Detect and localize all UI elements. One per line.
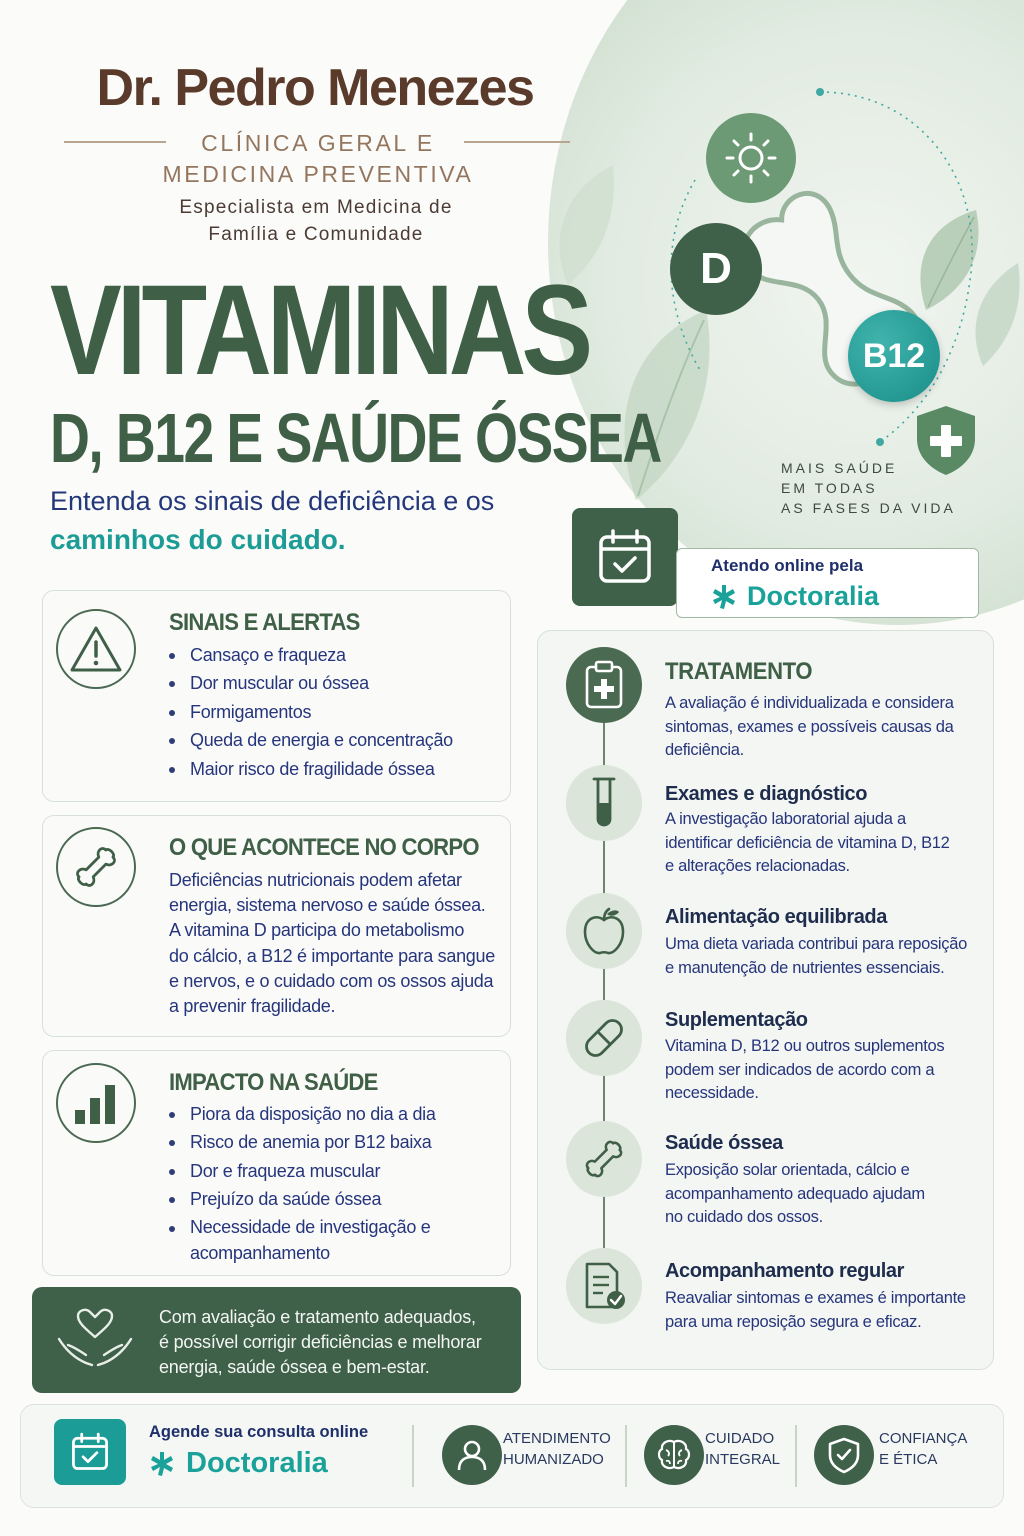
- impact-card: [42, 1050, 511, 1276]
- body-card: [42, 815, 511, 1037]
- list-item: Formigamentos: [169, 698, 453, 726]
- list-item: Dor e fraqueza muscular: [169, 1157, 436, 1185]
- calendar-check-icon: [70, 1432, 110, 1472]
- shield-check-icon: [827, 1436, 861, 1474]
- schedule-label: Agende sua consulta online: [149, 1423, 369, 1441]
- divider: [412, 1425, 414, 1487]
- apple-icon: [582, 906, 626, 956]
- person-icon: [455, 1438, 489, 1472]
- heart-hands-icon: [56, 1307, 134, 1373]
- bar-chart-icon: [71, 1080, 121, 1126]
- tagline-highlight: caminhos do cuidado.: [50, 524, 346, 555]
- chart-badge: [56, 1063, 136, 1143]
- treatment-step-text: Exposição solar orientada, cálcio e acompanhamento adequado ajudam no cuidado dos ossos.: [665, 1161, 925, 1226]
- list-item: Necessidade de investigação e: [169, 1214, 436, 1240]
- tagline: Entenda os sinais de deficiência e os: [50, 486, 495, 516]
- bone-badge: [56, 827, 136, 907]
- list-item: Maior risco de fragilidade óssea: [169, 755, 453, 783]
- document-check-icon: [581, 1261, 627, 1311]
- divider: [625, 1425, 627, 1487]
- treatment-step-title: Alimentação equilibrada: [665, 906, 887, 928]
- brain-icon: [656, 1438, 692, 1472]
- clipboard-medical-icon: [581, 660, 627, 710]
- treatment-step-icon: [566, 1000, 642, 1076]
- calendar-badge[interactable]: [572, 508, 678, 606]
- treatment-step-title: Saúde óssea: [665, 1132, 783, 1154]
- treatment-step-title: TRATAMENTO: [665, 658, 813, 685]
- warning-badge: [56, 609, 136, 689]
- doctoralia-brand: Doctoralia: [186, 1447, 328, 1479]
- doctoralia-star-icon: [147, 1449, 177, 1479]
- online-booking-badge[interactable]: [676, 548, 979, 618]
- page-title: VITAMINAS: [50, 259, 589, 402]
- list-item: Cansaço e fraqueza: [169, 641, 453, 669]
- vitamin-d-badge: D: [670, 223, 762, 315]
- treatment-step-icon: [566, 893, 642, 969]
- divider: [795, 1425, 797, 1487]
- treatment-step-icon: [566, 765, 642, 841]
- subspecialty: Especialista em Medicina de Família e Comunidade: [179, 197, 453, 245]
- treatment-step-text: A avaliação é individualizada e considera sintomas, exames e possíveis causas da deficiência.: [665, 694, 954, 759]
- card-title: IMPACTO NA SAÚDE: [169, 1069, 378, 1096]
- badge-label: CUIDADO INTEGRAL: [705, 1430, 781, 1468]
- impact-list: [169, 1100, 436, 1266]
- online-label: Atendo online pela: [711, 556, 864, 575]
- footer-bar: [20, 1404, 1004, 1508]
- card-title: SINAIS E ALERTAS: [169, 609, 360, 636]
- treatment-step-title: Acompanhamento regular: [665, 1260, 905, 1282]
- page-subtitle: D, B12 E SAÚDE ÓSSEA: [50, 399, 661, 477]
- bone-icon: [579, 1134, 629, 1184]
- treatment-step-icon: [566, 1248, 642, 1324]
- list-item: Prejuízo da saúde óssea: [169, 1185, 436, 1213]
- doctoralia-brand: Doctoralia: [747, 581, 880, 611]
- card-title: O QUE ACONTECE NO CORPO: [169, 834, 479, 861]
- specialty: CLÍNICA GERAL E MEDICINA PREVENTIVA: [162, 130, 474, 187]
- sun-badge: [706, 113, 796, 203]
- badge-label: ATENDIMENTO HUMANIZADO: [503, 1430, 611, 1468]
- banner-text: Com avaliação e tratamento adequados, é possível corrigir deficiências e melhorar energia, saúde óssea e bem-estar.: [159, 1307, 482, 1377]
- treatment-step-text: Vitamina D, B12 ou outros suplementos podem ser indicados de acordo com a necessidade.: [665, 1037, 945, 1102]
- list-item: Piora da disposição no dia a dia: [169, 1100, 436, 1128]
- bone-icon: [69, 840, 123, 894]
- vitamin-b12-badge: B12: [848, 310, 940, 402]
- treatment-step-text: A investigação laboratorial ajuda a identificar deficiência de vitamina D, B12 e alterações relacionadas.: [665, 810, 950, 875]
- test-tube-icon: [589, 775, 619, 831]
- doctoralia-star-icon: [709, 582, 739, 612]
- list-item: Queda de energia e concentração: [169, 726, 453, 754]
- treatment-step-icon: [566, 1121, 642, 1197]
- list-item: Risco de anemia por B12 baixa: [169, 1128, 436, 1156]
- body-description: Deficiências nutricionais podem afetar energia, sistema nervoso e saúde óssea. A vitamina D participa do metabolismo do cálcio, a B12 é importante para sangue e nervos, e o cuidado com os ossos ajuda a prevenir fragilidade.: [169, 870, 495, 1017]
- doctoralia-logo[interactable]: [709, 581, 879, 612]
- badge-icon-circle: [814, 1425, 874, 1485]
- schedule-badge[interactable]: [54, 1419, 126, 1485]
- treatment-step-title: Exames e diagnóstico: [665, 783, 868, 805]
- doctor-name: Dr. Pedro Menezes: [96, 59, 534, 117]
- capsule-icon: [579, 1013, 629, 1063]
- calendar-check-icon: [596, 528, 654, 586]
- badge-icon-circle: [442, 1425, 502, 1485]
- doctoralia-logo[interactable]: [147, 1447, 328, 1480]
- treatment-step-icon: [566, 647, 642, 723]
- slogan: MAIS SAÚDE EM TODAS AS FASES DA VIDA: [781, 460, 956, 516]
- list-item-continuation: acompanhamento: [190, 1242, 330, 1263]
- treatment-step-text: Uma dieta variada contribui para reposição e manutenção de nutrientes essenciais.: [665, 935, 967, 977]
- signals-card: [42, 590, 511, 802]
- badge-label: CONFIANÇA E ÉTICA: [879, 1430, 968, 1468]
- treatment-step-title: Suplementação: [665, 1009, 808, 1031]
- warning-icon: [70, 625, 122, 673]
- signals-list: [169, 641, 453, 783]
- treatment-step-text: Reavaliar sintomas e exames é importante para uma reposição segura e eficaz.: [665, 1289, 966, 1331]
- badge-icon-circle: [644, 1425, 704, 1485]
- sun-icon: [721, 128, 781, 188]
- conclusion-banner: [32, 1287, 521, 1393]
- list-item: Dor muscular ou óssea: [169, 669, 453, 697]
